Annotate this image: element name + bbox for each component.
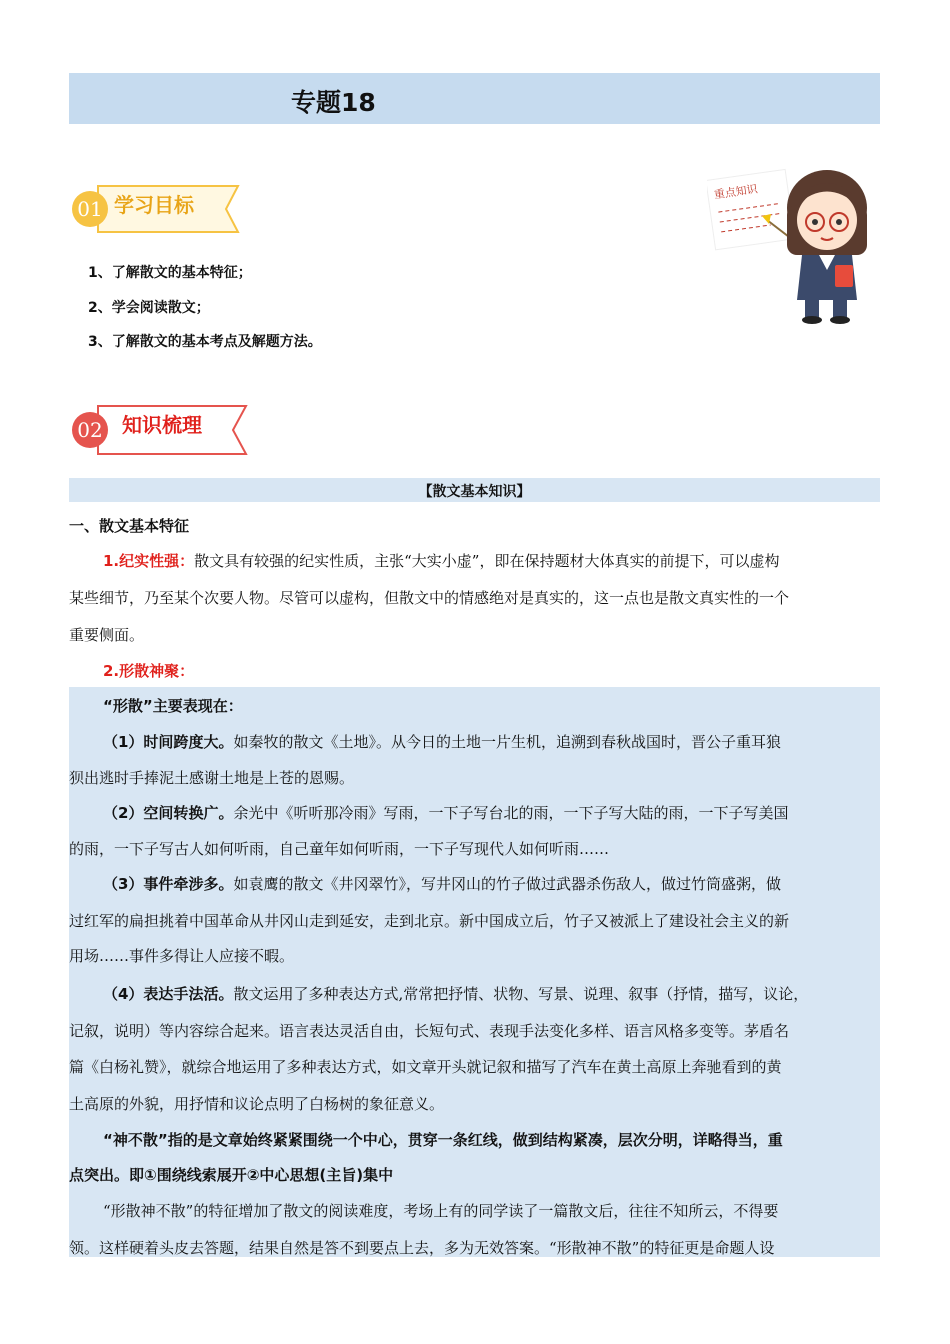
goal-item: 3、了解散文的基本考点及解题方法。 [88, 334, 322, 350]
page-title: 专题18 [291, 88, 376, 117]
item-line: （2）空间转换广。余光中《听听那冷雨》写雨，一下子写台北的雨，一下子写大陆的雨，一下子写美国 [103, 804, 789, 822]
item-line: （3）事件牵涉多。如袁鹰的散文《井冈翠竹》，写井冈山的竹子做过武器杀伤敌人，做过竹筒盛粥，做 [103, 875, 781, 893]
item-line: 记叙，说明）等内容综合起来。语言表达灵活自由，长短句式、表现手法变化多样、语言风格多变等。茅盾名 [69, 1022, 790, 1040]
item-line: 狈出逃时手捧泥土感谢土地是上苍的恩赐。 [69, 769, 355, 787]
title-bar [69, 73, 880, 124]
paragraph-line: 重要侧面。 [69, 626, 145, 644]
xingsan-intro: “形散”主要表现在： [103, 697, 243, 715]
subheading: 【散文基本知识】 [418, 484, 531, 500]
paragraph-line: 某些细节，乃至某个次要人物。尽管可以虚构，但散文中的情感绝对是真实的，这一点也是散文真实性的一个 [69, 589, 790, 607]
teacher-illustration [707, 160, 897, 325]
closing-line: “形散神不散”的特征增加了散文的阅读难度，考场上有的同学读了一篇散文后，往往不知所云，不得要 [103, 1202, 779, 1220]
paragraph-line [69, 660, 880, 681]
section-badge-goals [68, 183, 248, 235]
section-number: 01 [72, 191, 108, 227]
paragraph-line [69, 550, 880, 571]
heading-features: 一、散文基本特征 [69, 517, 190, 535]
point1-text: 散文具有较强的纪实性质，主张“大实小虚”，即在保持题材大体真实的前提下，可以虚构 [194, 552, 780, 570]
item-line: 用场……事件多得让人应接不暇。 [69, 947, 295, 965]
shensan-line: 点突出。即①围绕线索展开②中心思想(主旨)集中 [69, 1166, 394, 1184]
point2-title: 2.形散神聚： [103, 662, 195, 680]
section-label: 知识梳理 [122, 413, 202, 437]
subheading-bar [69, 478, 880, 502]
item-line: （1）时间跨度大。如秦牧的散文《土地》。从今日的土地一片生机，追溯到春秋战国时，晋公子重耳狼 [103, 733, 781, 751]
closing-line: 领。这样硬着头皮去答题，结果自然是答不到要点上去，多为无效答案。“形散神不散”的特征更是命题人设 [69, 1239, 775, 1257]
item-line: 的雨，一下子写古人如何听雨，自己童年如何听雨，一下子写现代人如何听雨…… [69, 840, 610, 858]
section-label: 学习目标 [114, 193, 194, 217]
item-line: 篇《白杨礼赞》，就综合地运用了多种表达方式，如文章开头就记叙和描写了汽车在黄土高原上奔驰看到的黄 [69, 1058, 782, 1076]
section-badge-knowledge [68, 403, 253, 457]
item-line: 过红军的扁担挑着中国革命从井冈山走到延安，走到北京。新中国成立后，竹子又被派上了建设社会主义的新 [69, 912, 790, 930]
shensan-line: “神不散”指的是文章始终紧紧围绕一个中心，贯穿一条红线，做到结构紧凑，层次分明，详略得当，重 [103, 1131, 783, 1149]
goal-item: 2、学会阅读散文； [88, 300, 210, 316]
sign-text: 重点知识 [713, 182, 759, 202]
goal-item: 1、了解散文的基本特征； [88, 265, 252, 281]
item-line: 土高原的外貌，用抒情和议论点明了白杨树的象征意义。 [69, 1095, 445, 1113]
item-line: （4）表达手法活。散文运用了多种表达方式,常常把抒情、状物、写景、说理、叙事（抒情，描写，议论， [103, 985, 809, 1003]
section-number: 02 [72, 412, 108, 448]
point1-title: 1.纪实性强： [103, 552, 195, 570]
